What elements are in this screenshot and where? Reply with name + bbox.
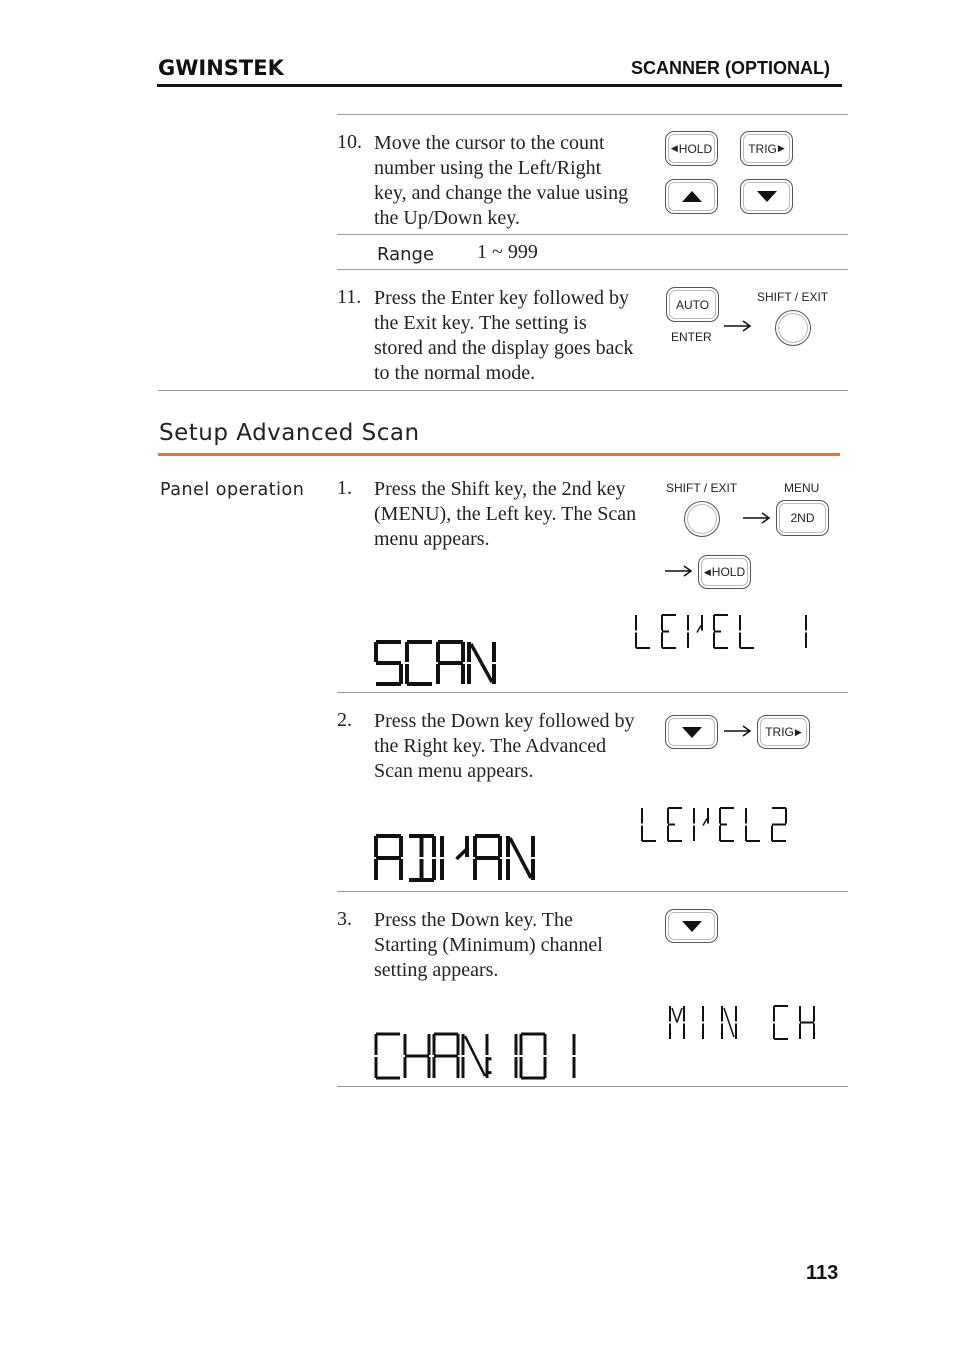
key-label: HOLD <box>678 141 713 156</box>
step-line: menu appears. <box>374 528 490 550</box>
step-text <box>374 286 633 386</box>
down-key[interactable] <box>665 909 718 943</box>
right-arrow-icon <box>665 565 693 577</box>
lcd-segment <box>521 858 532 878</box>
lcd-segment <box>703 819 707 826</box>
divider <box>337 692 848 693</box>
step-text <box>374 477 636 552</box>
step-number: 10. <box>337 131 362 153</box>
page-number: 113 <box>806 1262 839 1284</box>
trig-key[interactable] <box>740 131 793 166</box>
step-line: Press the Shift key, the 2nd key <box>374 478 626 500</box>
step-line: Press the Enter key followed by <box>374 287 629 309</box>
step-number: 11. <box>337 286 362 308</box>
lcd-aux-display <box>634 613 804 658</box>
right-triangle-icon: ▶ <box>794 726 802 737</box>
step-line: the Right key. The Advanced <box>374 735 607 757</box>
second-key[interactable] <box>776 500 829 536</box>
heading-rule <box>158 453 840 456</box>
step-line: Scan menu appears. <box>374 760 534 782</box>
down-key[interactable] <box>665 715 718 749</box>
lcd-main-svg <box>374 1032 614 1082</box>
lcd-segment <box>697 626 701 633</box>
range-value: 1 ~ 999 <box>477 241 538 263</box>
lcd-segment <box>475 1056 485 1076</box>
lcd-aux-display <box>640 806 810 851</box>
step-line: (MENU), the Left key. The Scan <box>374 503 637 525</box>
step-line: key, and change the value using <box>374 182 629 204</box>
lcd-segment <box>457 850 467 859</box>
divider <box>337 269 848 270</box>
step-line: to the normal mode. <box>374 362 536 384</box>
up-arrow-icon <box>682 191 702 202</box>
lcd-aux-svg <box>640 806 810 846</box>
hold-key[interactable] <box>698 555 751 589</box>
range-label: Range <box>377 244 435 265</box>
divider <box>337 234 848 235</box>
lcd-segment <box>510 838 521 858</box>
divider <box>337 891 848 892</box>
step-line: the Exit key. The setting is <box>374 312 587 334</box>
lcd-aux-text: LEVEL2 <box>640 806 644 807</box>
down-arrow-icon <box>682 921 702 932</box>
step-number: 1. <box>337 477 352 499</box>
side-label: Panel operation <box>160 480 305 500</box>
lcd-aux-svg <box>668 1004 838 1044</box>
lcd-segment <box>677 1008 682 1023</box>
down-arrow-icon <box>682 727 702 738</box>
step-line: the Up/Down key. <box>374 207 520 229</box>
menu-label: MENU <box>784 481 820 495</box>
key-label: AUTO <box>675 297 710 312</box>
lcd-main-text: ADVAN <box>374 834 378 835</box>
lcd-colon <box>489 1071 492 1074</box>
lcd-segment <box>672 1008 677 1023</box>
header-rule <box>157 84 842 87</box>
step-number: 2. <box>337 709 352 731</box>
step-line: setting appears. <box>374 959 499 981</box>
right-arrow-icon <box>743 512 771 524</box>
lcd-main-display <box>374 640 504 695</box>
right-arrow-icon <box>724 725 752 737</box>
step-line: Starting (Minimum) channel <box>374 934 603 956</box>
left-triangle-icon: ◀ <box>703 566 711 577</box>
key-label: HOLD <box>711 565 746 579</box>
step-line: Press the Down key. The <box>374 909 573 931</box>
lcd-aux-text: LEVEL 1 <box>634 613 638 614</box>
left-triangle-icon: ◀ <box>670 143 678 153</box>
step-line: Move the cursor to the count <box>374 132 605 154</box>
right-triangle-icon: ▶ <box>777 143 785 153</box>
divider <box>337 1086 848 1087</box>
lcd-colon <box>489 1057 492 1060</box>
step-number: 3. <box>337 908 352 930</box>
lcd-aux-display <box>668 1004 838 1049</box>
step-line: Press the Down key followed by <box>374 710 635 732</box>
lcd-segment <box>482 663 493 682</box>
shift-exit-label: SHIFT / EXIT <box>757 290 829 304</box>
brand-logo: GWINSTEK <box>158 56 284 80</box>
lcd-main-display <box>374 834 544 889</box>
lcd-segment <box>729 1023 734 1038</box>
section-title: SCANNER (OPTIONAL) <box>631 58 830 78</box>
step-text <box>374 709 635 784</box>
step-line: number using the Left/Right <box>374 157 602 179</box>
trig-key[interactable] <box>757 715 810 749</box>
key-label: TRIG <box>765 725 794 739</box>
lcd-aux-text: MIN CH <box>668 1004 672 1005</box>
divider <box>158 390 848 391</box>
divider <box>337 114 848 115</box>
key-label: TRIG <box>748 141 777 156</box>
step-line: stored and the display goes back <box>374 337 634 359</box>
up-key[interactable] <box>665 179 718 214</box>
key-label: 2ND <box>790 511 815 525</box>
enter-label: ENTER <box>671 330 712 344</box>
step-text <box>374 131 628 231</box>
shift-exit-label: SHIFT / EXIT <box>666 481 738 495</box>
right-arrow-icon <box>724 320 752 332</box>
lcd-segment <box>465 1036 475 1056</box>
lcd-segment <box>471 644 482 663</box>
lcd-aux-svg <box>634 613 804 653</box>
lcd-segment <box>724 1008 729 1023</box>
section-heading: Setup Advanced Scan <box>159 420 420 446</box>
lcd-main-svg <box>374 834 544 884</box>
hold-key[interactable] <box>665 131 718 166</box>
auto-enter-key[interactable] <box>666 287 719 322</box>
shift-exit-key[interactable] <box>684 501 720 537</box>
shift-exit-key[interactable] <box>775 310 811 346</box>
lcd-main-display <box>374 1032 614 1087</box>
lcd-main-text: SCAN <box>374 640 377 641</box>
lcd-main-svg <box>374 640 504 690</box>
step-text <box>374 908 603 983</box>
down-arrow-icon <box>757 191 777 202</box>
down-key[interactable] <box>740 179 793 214</box>
